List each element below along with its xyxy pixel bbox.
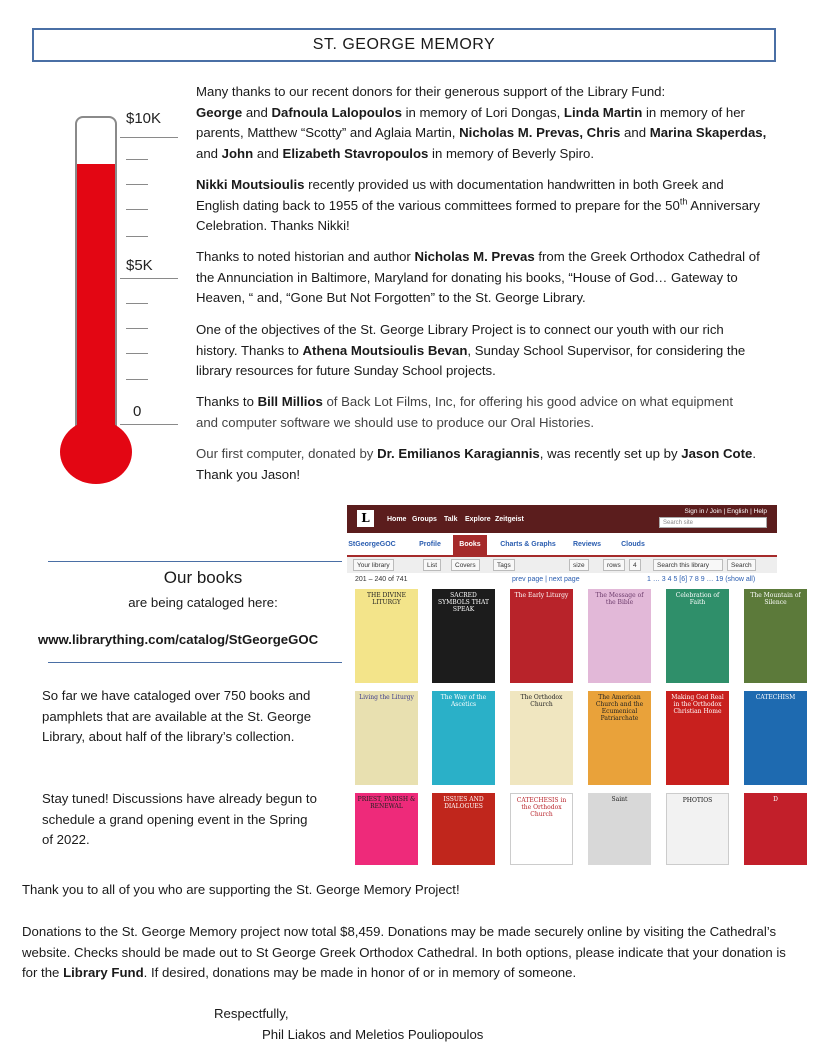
donor-name: Nicholas M. Prevas, Chris xyxy=(459,125,621,141)
tick xyxy=(126,159,148,160)
book-cover[interactable] xyxy=(588,691,651,785)
person-name: Jason Cote xyxy=(681,446,753,461)
text: in memory of Beverly Spiro. xyxy=(428,145,594,161)
book-cover[interactable] xyxy=(588,589,651,683)
millios-paragraph xyxy=(196,392,756,433)
lt-nav-zeitgeist[interactable]: Zeitgeist xyxy=(495,516,524,523)
text: in memory of her parents, Matthew “Scotty” and Aglaia Martin, xyxy=(196,104,745,141)
book-cover[interactable] xyxy=(355,691,418,785)
lt-pages[interactable]: 1 … 3 4 5 [6] 7 8 9 … 19 (show all) xyxy=(647,576,756,583)
text: and xyxy=(253,145,283,161)
books-heading: Our books xyxy=(163,568,243,587)
stay-tuned-paragraph: Stay tuned! Discussions have already begun to schedule a grand opening event in the Spring of 2022. xyxy=(42,791,317,848)
book-cover-title: The Mountain of Silence xyxy=(750,592,801,606)
lt-range: 201 – 240 of 741 xyxy=(355,576,408,583)
divider xyxy=(48,561,342,562)
divider xyxy=(48,662,342,663)
library-search-input[interactable]: Search this library xyxy=(653,559,723,571)
tab-reviews[interactable]: Reviews xyxy=(572,541,602,548)
superscript: th xyxy=(679,196,688,207)
book-cover-title: Celebration of Faith xyxy=(675,592,720,606)
book-cover[interactable] xyxy=(744,691,807,785)
lt-nav-home[interactable]: Home xyxy=(387,516,407,523)
text: Thanks to noted historian and author xyxy=(196,249,415,264)
librarything-screenshot xyxy=(347,505,801,866)
book-cover-title: The Orthodox Church xyxy=(520,694,563,708)
text: . Thank you Jason! xyxy=(196,446,756,482)
book-cover-title: SACRED SYMBOLS THAT SPEAK xyxy=(438,592,489,613)
text: . If desired, donations may be made in honor of or in memory of someone. xyxy=(143,965,577,981)
text: , was recently set up by xyxy=(539,446,682,461)
tick-10k xyxy=(120,137,178,138)
book-cover[interactable] xyxy=(355,793,418,865)
book-cover-title: CATECHESIS in the Orthodox Church xyxy=(516,797,567,818)
books-subheading: are being cataloged here: xyxy=(128,595,278,610)
prevas-paragraph xyxy=(196,247,770,309)
thermometer-fill xyxy=(77,164,115,446)
lt-pager[interactable]: prev page | next page xyxy=(512,576,580,583)
computer-paragraph xyxy=(196,444,772,485)
person-name: Nicholas M. Prevas xyxy=(414,249,535,264)
tick xyxy=(126,379,148,380)
tick xyxy=(126,236,148,237)
text: Thanks to xyxy=(196,394,258,409)
text: recently provided us with documentation handwritten in both Greek and English dating back to 1955 of the various committees formed to prepare for the 50 xyxy=(196,177,724,213)
text: of Back Lot Films, Inc, for offering his good advice on what equipment and computer software we should use to produce our Oral Histories. xyxy=(196,394,734,430)
book-cover-title: The Way of the Ascetics xyxy=(440,694,487,708)
catalog-link[interactable]: www.librarything.com/catalog/StGeorgeGOC xyxy=(38,632,319,647)
tab-clouds[interactable]: Clouds xyxy=(621,541,645,548)
book-cover-title: THE DIVINE LITURGY xyxy=(366,592,407,606)
page-title: ST. GEORGE MEMORY xyxy=(312,36,496,53)
list-view-button[interactable]: List xyxy=(423,559,441,571)
lt-site-search[interactable]: Search site xyxy=(659,517,767,528)
tags-button[interactable]: Tags xyxy=(493,559,515,571)
person-name: Dr. Emilianos Karagiannis xyxy=(377,446,540,461)
tab-charts[interactable]: Charts & Graphs xyxy=(500,541,556,548)
thanks-line: Thank you to all of you who are supporting the St. George Memory Project! xyxy=(22,882,460,897)
lt-nav-talk[interactable]: Talk xyxy=(444,516,458,523)
page-title-box xyxy=(32,28,776,62)
book-cover-title: The Message of the Bible xyxy=(595,592,644,606)
cataloged-paragraph: So far we have cataloged over 750 books and pamphlets that are available at the St. George Library, about half of the library’s collection. xyxy=(42,688,312,745)
book-cover-title: CATECHISM xyxy=(755,694,796,701)
book-cover[interactable] xyxy=(432,793,495,865)
text: from the Greek Orthodox Cathedral of the Annunciation in Baltimore, Maryland for donating his books, “House of God… Gateway to Heaven, “ and, “Gone But Not Forgotten” to the St. George Library. xyxy=(196,249,760,306)
donations-paragraph xyxy=(22,922,798,984)
book-cover[interactable] xyxy=(432,589,495,683)
book-cover-title: Saint xyxy=(611,796,628,803)
donor-name: Linda Martin xyxy=(563,104,643,120)
donor-name: Dafnoula Lalopoulos xyxy=(271,104,402,120)
lt-tabs xyxy=(347,535,777,557)
book-cover[interactable] xyxy=(510,691,573,785)
person-name: Nikki Moutsioulis xyxy=(196,177,305,192)
text: Our first computer, donated by xyxy=(196,446,378,461)
book-cover[interactable] xyxy=(355,589,418,683)
donation-thermometer xyxy=(58,116,188,486)
tick-5k xyxy=(120,278,178,279)
tick xyxy=(126,184,148,185)
book-cover[interactable] xyxy=(666,691,729,785)
book-cover-title: The American Church and the Ecumenical Patriarchate xyxy=(595,694,644,722)
book-cover-title: Making God Real in the Orthodox Christian Home xyxy=(671,694,724,715)
size-control[interactable]: size xyxy=(569,559,589,571)
book-cover-title: PRIEST, PARISH & RENEWAL xyxy=(357,796,416,810)
your-library-dropdown[interactable]: Your library xyxy=(353,559,394,571)
book-cover-title: PHOTIOS xyxy=(682,797,713,804)
rows-value[interactable]: 4 xyxy=(629,559,641,571)
tick xyxy=(126,209,148,210)
covers-view-button[interactable]: Covers xyxy=(451,559,480,571)
book-cover[interactable] xyxy=(432,691,495,785)
donor-name: Marina Skaperdas, xyxy=(649,125,767,141)
thermometer-bulb xyxy=(60,420,132,484)
text: and xyxy=(620,125,650,141)
donor-name: John xyxy=(221,145,254,161)
text: , Sunday School Supervisor, for considering the library resources for future Sunday School projects. xyxy=(196,342,746,379)
tick xyxy=(126,328,148,329)
person-name: Bill Millios xyxy=(257,394,323,409)
donors-intro: Many thanks to our recent donors for their generous support of the Library Fund: xyxy=(196,84,666,99)
library-search-button[interactable]: Search xyxy=(727,559,756,571)
book-cover-title: D xyxy=(773,796,778,803)
book-cover[interactable] xyxy=(744,793,807,865)
lt-toolbar xyxy=(347,557,777,573)
book-cover[interactable] xyxy=(588,793,651,865)
lt-logo[interactable]: L xyxy=(357,510,374,527)
respectfully: Respectfully, xyxy=(214,1006,289,1021)
signatories: Phil Liakos and Meletios Pouliopoulos xyxy=(262,1027,484,1042)
moutsioulis-paragraph xyxy=(196,175,768,237)
donor-name: Elizabeth Stavropoulos xyxy=(282,145,429,161)
objectives-paragraph xyxy=(196,320,768,382)
text: Donations to the St. George Memory project now total $8,459. Donations may be made securely online by visiting the Cathedral’s website. Checks should be made out to St George Greek Orthodox Cathedral. In both options, please indicate that your donation is for the xyxy=(22,924,786,981)
lt-topbar xyxy=(347,505,777,533)
book-cover[interactable] xyxy=(666,793,729,865)
text: Anniversary Celebration. Thanks Nikki! xyxy=(196,197,760,234)
tick-zero xyxy=(120,424,178,425)
lt-account-links[interactable]: Sign in / Join | English | Help xyxy=(684,508,767,515)
text: in memory of Lori Dongas, xyxy=(401,104,564,120)
donor-name: George xyxy=(196,104,243,120)
book-cover[interactable] xyxy=(510,589,573,683)
book-cover[interactable] xyxy=(666,589,729,683)
lt-nav-groups[interactable]: Groups xyxy=(412,516,437,523)
lt-nav-explore[interactable]: Explore xyxy=(465,516,491,523)
donors-paragraph xyxy=(196,82,776,164)
book-cover[interactable] xyxy=(744,589,807,683)
label-5k: $5K xyxy=(126,257,153,274)
tab-books[interactable]: Books xyxy=(453,535,487,555)
text: One of the objectives of the St. George Library Project is to connect our youth with our rich history. Thanks to xyxy=(196,322,724,358)
label-10k: $10K xyxy=(126,110,162,127)
label-zero: 0 xyxy=(133,403,142,420)
book-cover-title: ISSUES AND DIALOGUES xyxy=(443,796,484,810)
tab-profile[interactable]: Profile xyxy=(419,541,441,548)
tick xyxy=(126,303,148,304)
rows-control[interactable]: rows xyxy=(603,559,625,571)
tick xyxy=(126,353,148,354)
book-cover-title: The Early Liturgy xyxy=(514,592,569,599)
text: and xyxy=(242,104,272,120)
book-cover-title: Living the Liturgy xyxy=(359,694,414,701)
tab-stgeorgegoc[interactable]: StGeorgeGOC xyxy=(348,541,396,548)
text: and xyxy=(196,145,222,161)
person-name: Athena Moutsioulis Bevan xyxy=(302,342,468,358)
library-fund: Library Fund xyxy=(63,965,144,981)
book-cover[interactable] xyxy=(510,793,573,865)
